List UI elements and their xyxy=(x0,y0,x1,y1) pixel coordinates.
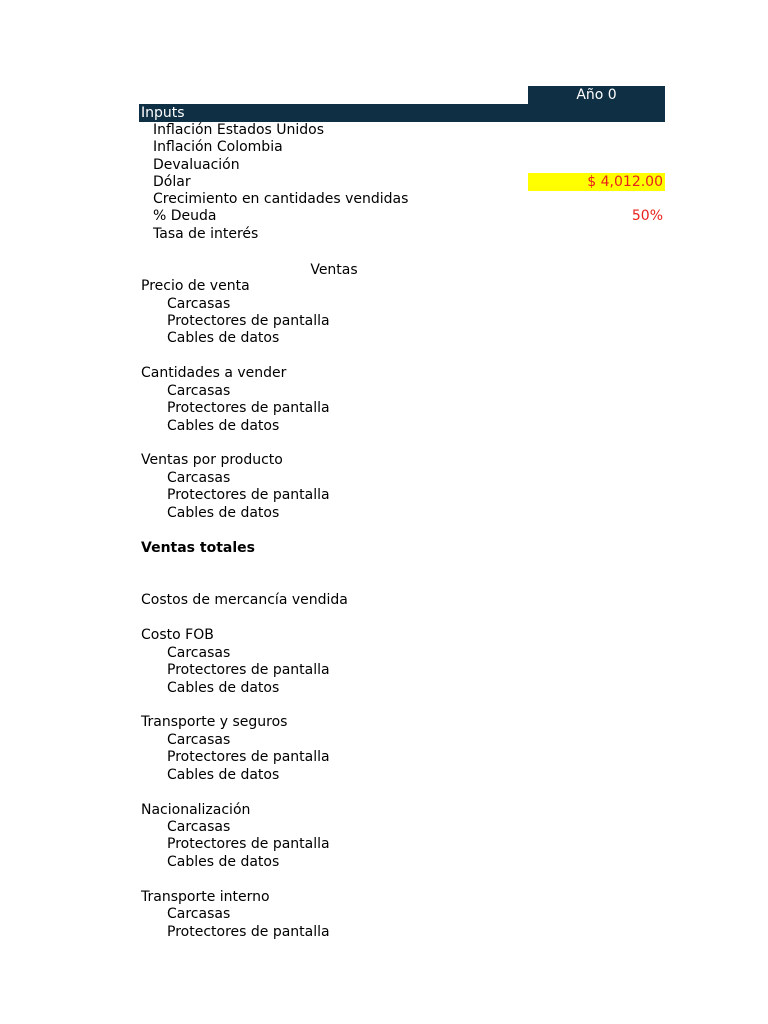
ventas-producto-item-carcasas: Carcasas xyxy=(167,470,231,486)
nacionalizacion-title: Nacionalización xyxy=(141,802,251,818)
transporte-seguros-item-cables: Cables de datos xyxy=(167,767,280,783)
ventas-producto-item-cables: Cables de datos xyxy=(167,505,280,521)
ventas-producto-item-protectores: Protectores de pantalla xyxy=(167,487,330,503)
input-label-tasa-interes: Tasa de interés xyxy=(153,226,259,242)
ventas-section-title: Ventas xyxy=(310,262,358,278)
transporte-seguros-item-carcasas: Carcasas xyxy=(167,732,231,748)
input-label-crecimiento: Crecimiento en cantidades vendidas xyxy=(153,191,409,207)
cantidades-item-carcasas: Carcasas xyxy=(167,383,231,399)
ventas-producto-title: Ventas por producto xyxy=(141,452,283,468)
cantidades-item-protectores: Protectores de pantalla xyxy=(167,400,330,416)
input-label-inflacion-eeuu: Inflación Estados Unidos xyxy=(153,122,325,138)
year-header-cell: Año 0 xyxy=(528,86,665,104)
input-label-dolar: Dólar xyxy=(153,174,191,190)
cantidades-item-cables: Cables de datos xyxy=(167,418,280,434)
input-label-inflacion-colombia: Inflación Colombia xyxy=(153,139,283,155)
precio-item-protectores: Protectores de pantalla xyxy=(167,313,330,329)
deuda-value-cell[interactable]: 50% xyxy=(631,208,663,224)
nacionalizacion-item-cables: Cables de datos xyxy=(167,854,280,870)
transporte-seguros-item-protectores: Protectores de pantalla xyxy=(167,749,330,765)
transporte-interno-item-protectores: Protectores de pantalla xyxy=(167,924,330,940)
transporte-interno-title: Transporte interno xyxy=(141,889,270,905)
input-label-devaluacion: Devaluación xyxy=(153,157,240,173)
fob-item-carcasas: Carcasas xyxy=(167,645,231,661)
costo-fob-title: Costo FOB xyxy=(141,627,214,643)
precio-venta-title: Precio de venta xyxy=(141,278,250,294)
dolar-value-cell[interactable]: $ 4,012.00 xyxy=(528,173,665,191)
ventas-totales-label: Ventas totales xyxy=(141,540,255,556)
nacionalizacion-item-protectores: Protectores de pantalla xyxy=(167,836,330,852)
precio-item-carcasas: Carcasas xyxy=(167,296,231,312)
input-label-deuda: % Deuda xyxy=(153,208,217,224)
transporte-seguros-title: Transporte y seguros xyxy=(141,714,288,730)
inputs-section-header xyxy=(139,104,665,122)
fob-item-cables: Cables de datos xyxy=(167,680,280,696)
costos-section-title: Costos de mercancía vendida xyxy=(141,592,348,608)
fob-item-protectores: Protectores de pantalla xyxy=(167,662,330,678)
nacionalizacion-item-carcasas: Carcasas xyxy=(167,819,231,835)
cantidades-title: Cantidades a vender xyxy=(141,365,287,381)
precio-item-cables: Cables de datos xyxy=(167,330,280,346)
inputs-title: Inputs xyxy=(141,105,185,121)
transporte-interno-item-carcasas: Carcasas xyxy=(167,906,231,922)
